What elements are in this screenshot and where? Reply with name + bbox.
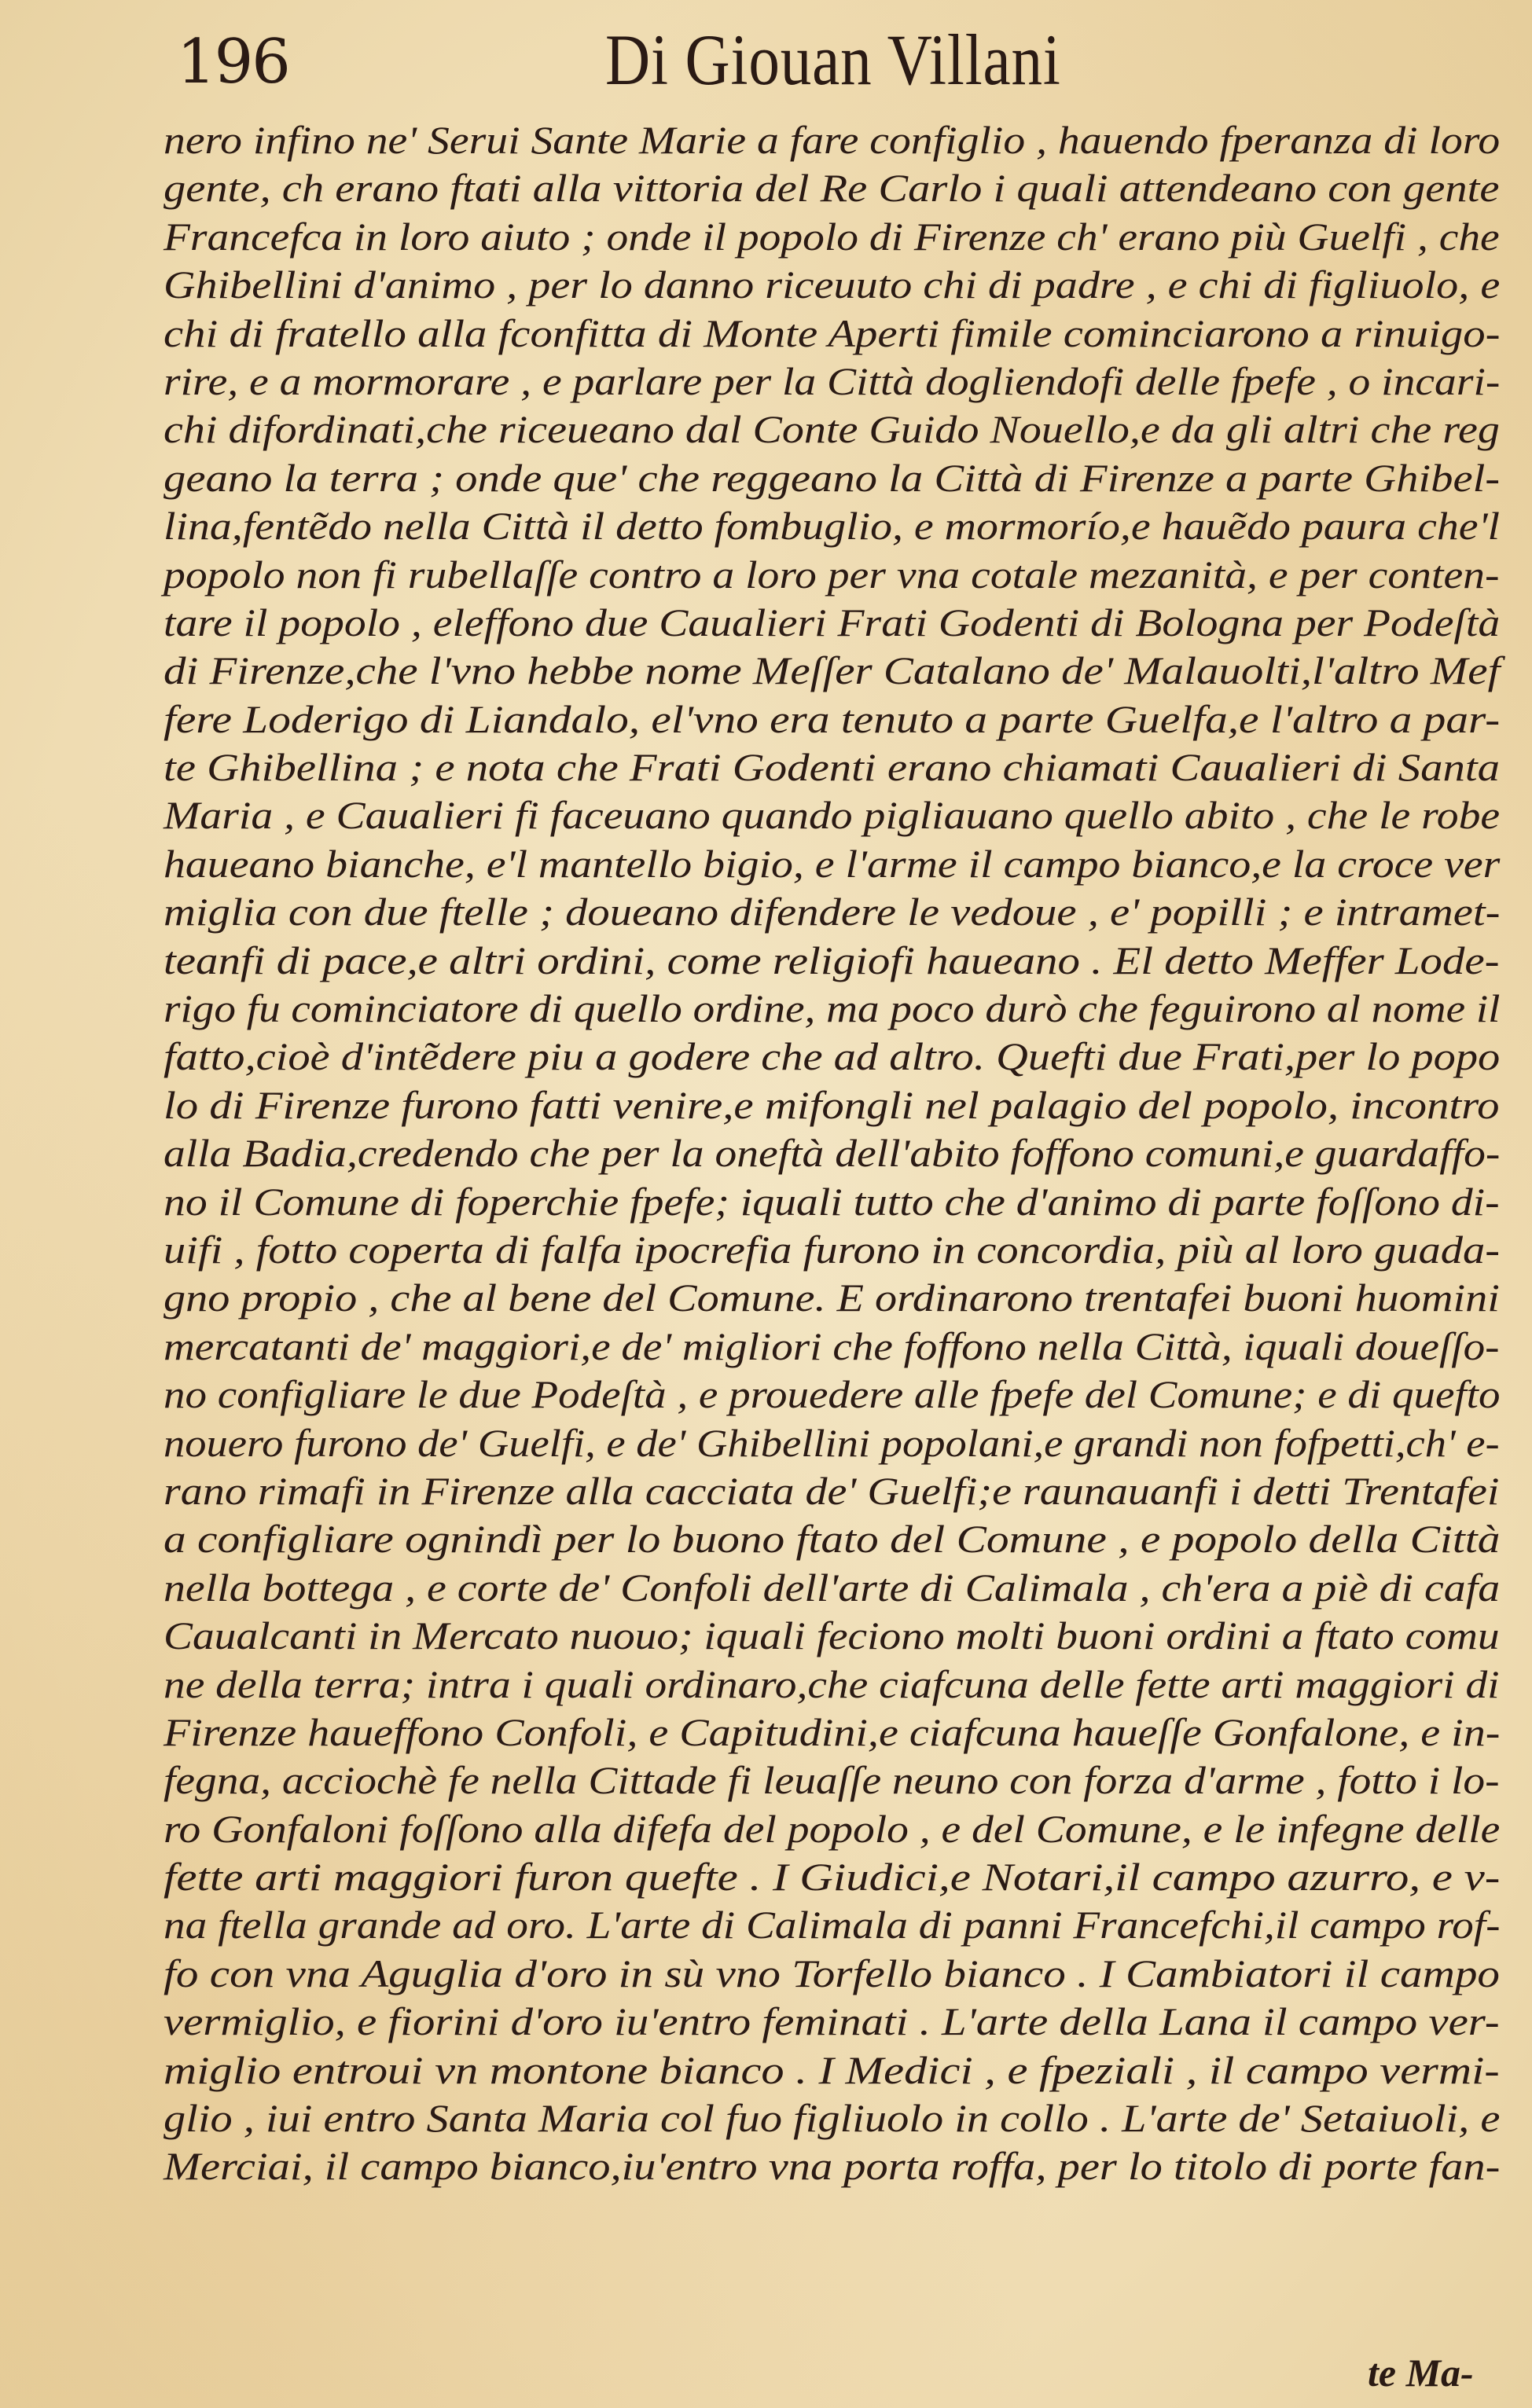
text-line: te Ghibellina ; e nota che Frati Godenti erano chiamati Caualieri di Santa (163, 745, 1501, 790)
text-line: nella bottega , e corte de' Confoli dell'arte di Calimala , ch'era a piè di cafa (163, 1565, 1501, 1610)
text-line: fere Loderigo di Liandalo, el'vno era tenuto a parte Guelfa,e l'altro a par- (163, 696, 1501, 741)
text-line: chi di fratello alla fconfitta di Monte Aperti fimile cominciarono a rinuigo- (163, 310, 1501, 355)
text-line: popolo non fi rubellaſſe contro a loro per vna cotale mezanità, e per conten- (163, 552, 1500, 596)
text-line: lina,fentẽdo nella Città il detto fombuglio, e mormorío,e hauẽdo paura che'l (163, 504, 1501, 549)
text-line: ne della terra; intra i quali ordinaro,che ciafcuna delle fette arti maggiori di (163, 1661, 1500, 1706)
text-line: nouero furono de' Guelfi, e de' Ghibellini popolani,e grandi non fofpetti,ch' e- (163, 1420, 1500, 1465)
text-line: Ghibellini d'animo , per lo danno riceuuto chi di padre , e chi di figliuolo, e (163, 262, 1501, 307)
text-line: rire, e a mormorare , e parlare per la Città dogliendofi delle fpefe , o incari- (163, 358, 1501, 403)
text-line: no configliare le due Podeſtà , e prouedere alle fpefe del Comune; e di quefto (163, 1372, 1501, 1417)
text-line: Francefca in loro aiuto ; onde il popolo di Firenze ch' erano più Guelfi , che (163, 214, 1500, 259)
text-line: lo di Firenze furono fatti venire,e mifongli nel palagio del popolo, incontro (163, 1082, 1500, 1127)
text-line: Maria , e Caualieri fi faceuano quando pigliauano quello abito , che le robe (163, 793, 1501, 838)
text-line: geano la terra ; onde que' che reggeano la Città di Firenze a parte Ghibel- (163, 455, 1501, 500)
text-line: a configliare ognindì per lo buono ftato del Comune , e popolo della Città (163, 1517, 1501, 1562)
text-line: vermiglio, e fiorini d'oro iu'entro feminati . L'arte della Lana il campo ver- (163, 1999, 1500, 2044)
text-line: teanfi di pace,e altri ordini, come religiofi haueano . El detto Meffer Lode- (163, 938, 1500, 982)
text-line: fette arti maggiori furon quefte . I Giudici,e Notari,il campo azurro, e v- (163, 1855, 1501, 1900)
text-line: glio , iui entro Santa Maria col fuo figliuolo in collo . L'arte de' Setaiuoli, e (163, 2096, 1501, 2141)
page-number: 196 (177, 27, 289, 97)
text-line: di Firenze,che l'vno hebbe nome Meſſer Catalano de' Malauolti,l'altro Mef (163, 648, 1501, 693)
text-line: miglia con due ftelle ; doueano difendere le vedoue , e' popilli ; e intramet- (163, 890, 1501, 934)
text-line: Firenze haueffono Confoli, e Capitudini,e ciafcuna haueſſe Gonfalone, e in- (163, 1709, 1501, 1754)
text-line: Caualcanti in Mercato nuouo; iquali feciono molti buoni ordini a ftato comu (163, 1613, 1500, 1658)
text-line: haueano bianche, e'l mantello bigio, e l'arme il campo bianco,e la croce ver (163, 841, 1501, 886)
text-line: chi difordinati,che riceueano dal Conte Guido Nouello,e da gli altri che reg (163, 407, 1500, 452)
text-line: fegna, acciochè fe nella Cittade fi leuaſſe neuno con forza d'arme , fotto i lo- (163, 1758, 1500, 1803)
text-line: fatto,cioè d'intẽdere piu a godere che ad altro. Quefti due Frati,per lo popo (163, 1034, 1501, 1079)
text-line: tare il popolo , eleffono due Caualieri Frati Godenti di Bologna per Podeſtà (163, 600, 1501, 644)
text-line: fo con vna Aguglia d'oro in sù vno Torfello bianco . I Cambiatori il campo (163, 1951, 1500, 1995)
text-line: miglio entroui vn montone bianco . I Medici , e fpeziali , il campo vermi- (163, 2047, 1500, 2092)
text-line: ro Gonfaloni foſſono alla difefa del popolo , e del Comune, e le infegne delle (163, 1806, 1501, 1851)
body-text (163, 116, 1500, 2191)
catchword: te Ma- (1368, 2351, 1474, 2395)
text-line: rano rimafi in Firenze alla cacciata de' Guelfi;e raunauanfi i detti Trentafei (163, 1468, 1500, 1513)
text-line: na ftella grande ad oro. L'arte di Calimala di panni Francefchi,il campo rof- (163, 1903, 1501, 1947)
text-line: gno propio , che al bene del Comune. E ordinarono trentafei buoni huomini (163, 1276, 1500, 1320)
text-line: alla Badia,credendo che per la oneftà dell'abito foffono comuni,e guardaffo- (163, 1131, 1501, 1176)
page-header (177, 20, 1497, 118)
running-title: Di Giouan Villani (605, 20, 1061, 100)
text-line: mercatanti de' maggiori,e de' migliori che foffono nella Città, iquali doueſſo- (163, 1323, 1500, 1368)
text-line: Merciai, il campo bianco,iu'entro vna porta roffa, per lo titolo di porte fan- (163, 2144, 1501, 2189)
text-line: nero infino ne' Serui Sante Marie a fare configlio , hauendo fperanza di loro (163, 118, 1501, 162)
text-line: gente, ch erano ftati alla vittoria del Re Carlo i quali attendeano con gente (163, 166, 1500, 211)
text-line: uifi , fotto coperta di falfa ipocrefia furono in concordia, più al loro guada- (163, 1227, 1501, 1272)
text-line: rigo fu cominciatore di quello ordine, ma poco durò che feguirono al nome il (163, 986, 1501, 1031)
text-line: no il Comune di foperchie fpefe; iquali tutto che d'animo di parte foſſono di- (163, 1179, 1500, 1224)
